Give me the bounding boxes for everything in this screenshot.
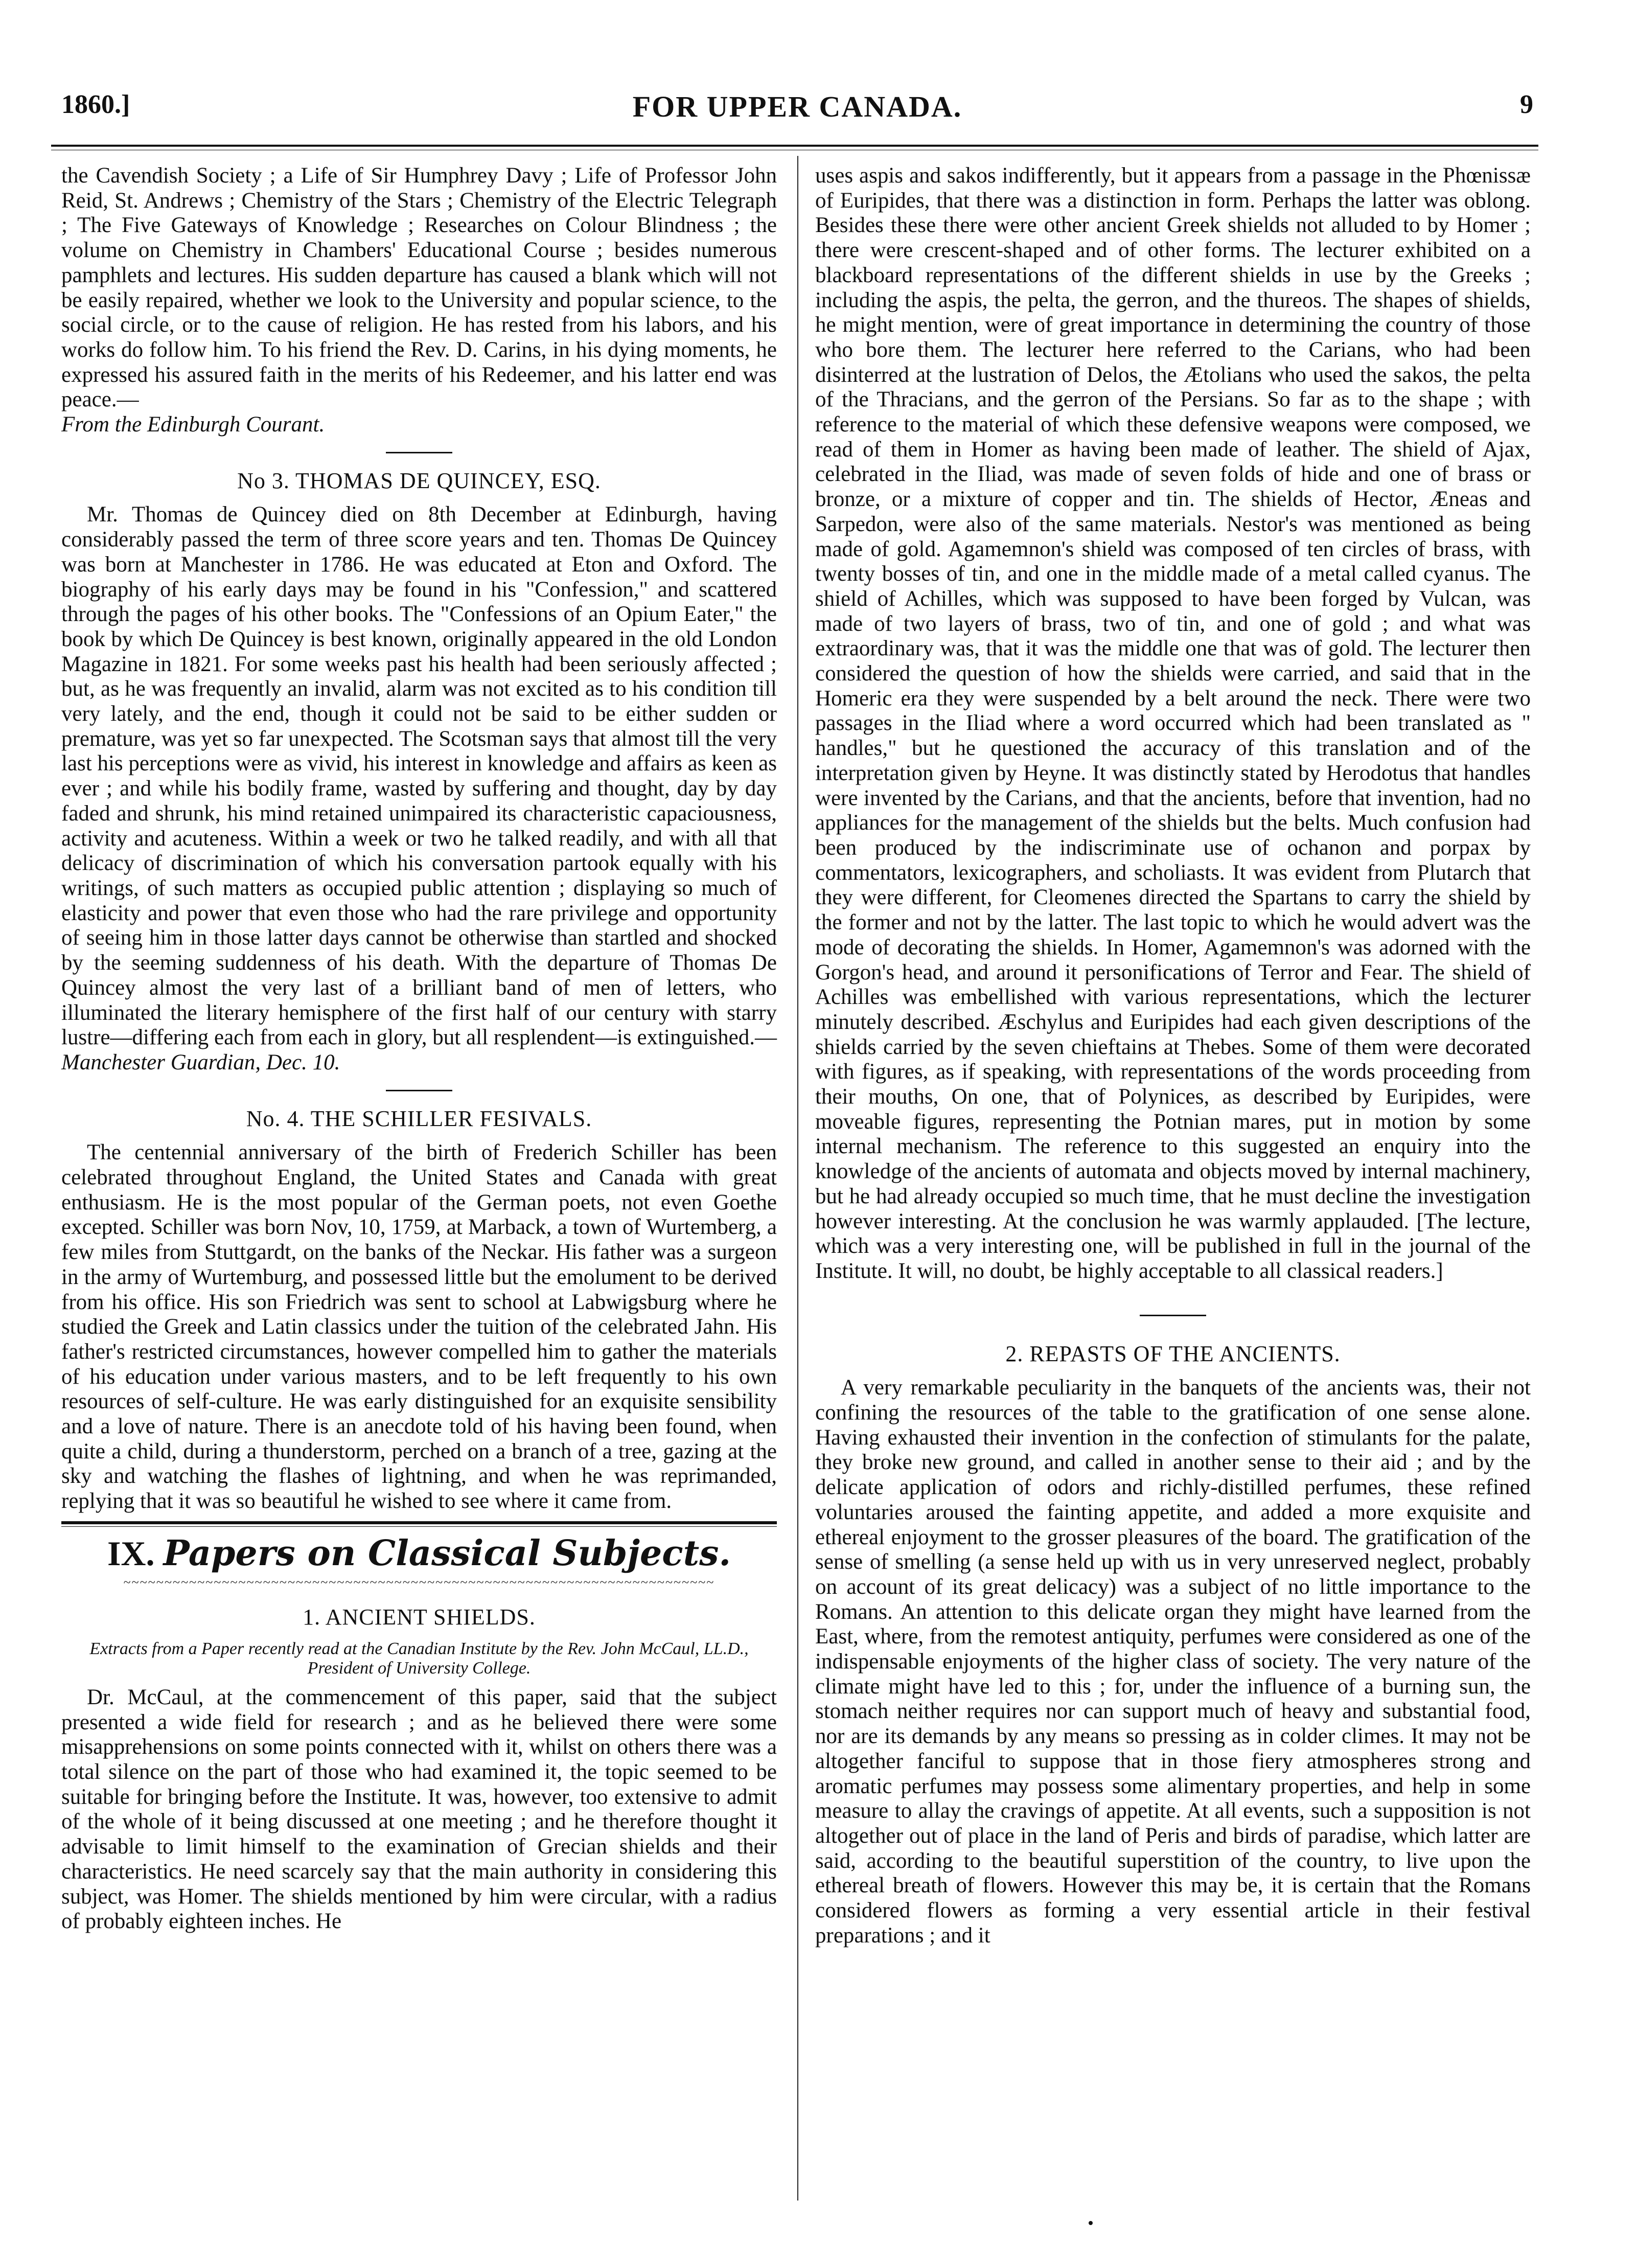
section-title-repasts: 2. REPASTS OF THE ANCIENTS.: [1005, 1341, 1341, 1366]
header-year: 1860.]: [61, 90, 130, 119]
intro-paragraph: [61, 164, 777, 438]
page-header: [61, 89, 1533, 135]
section-title-schiller: No. 4. THE SCHILLER FESIVALS.: [246, 1106, 592, 1131]
chapter-title: Papers on Classical Subjects.: [163, 1532, 731, 1574]
ornamental-wavy-rule: ~~~~~~~~~~~~~~~~~~~~~~~~~~~~~~~~~~~~~~~~~~~~~~~~~~~~~~~~~~~~~~~~~~~~~~~~: [123, 1574, 715, 1590]
section-separator: [386, 452, 452, 453]
header-page-number: 9: [1520, 90, 1533, 119]
chapter-rule-thick: [61, 1521, 777, 1524]
repasts-paragraph: A very remarkable peculiarity in the banquets of the ancients was, their not confining the resources of the table to the gratification of one sense alone. Having exhausted their invention in the confection of stimulants for the palate, they broke new ground, and called in another sense to their aid ; and by the delicate application of odors and richly-distilled perfumes, these refined voluntaries aroused the fainting appetite, and added a more exquisite and ethereal enjoyment to the grosser pleasures of the board. The gratification of the sense of smelling (a sense held up with us in very unreserved neglect, probably on account of its great delicacy) was a subject of no little importance to the Romans. An attention to this delicate organ they might have learned from the East, where, from the remotest antiquity, perfumes were considered as one of the indispensable enjoyments of the higher class of society. The very nature of the climate might have led to this ; for, under the influence of a burning sun, the stomach neither requires nor can support much of heavy and substantial food, nor are its demands by any means so pressing as in colder climes. It may not be altogether fanciful to suppose that in those fiery atmospheres strong and aromatic perfumes may possess some alimentary properties, and help in some measure to allay the cravings of appetite. At all events, such a supposition is not altogether out of place in the land of Peris and birds of paradise, which latter are said, according to the beautiful superstition of the country, to live upon the ethereal breath of flowers. However this may be, it is certain that the Romans considered flowers as forming a very essential article in their festival preparations ; and it: [815, 1376, 1531, 1948]
column-divider: [797, 156, 798, 2201]
left-column: [61, 164, 777, 1934]
section-title-de-quincey: No 3. THOMAS DE QUINCEY, ESQ.: [237, 468, 601, 493]
page-dot-mark: [1089, 2221, 1093, 2225]
right-column: [815, 164, 1531, 1949]
header-rule: [51, 145, 1538, 147]
chapter-number: IX.: [107, 1533, 155, 1573]
section-separator: [386, 1090, 452, 1091]
section-separator: [1140, 1315, 1206, 1316]
ancient-shields-continued: uses aspis and sakos indifferently, but it appears from a passage in the Phœnissæ of Euripides, that there was a distinction in form. Perhaps the latter was oblong. Besides these there were other ancient Greek shields not alluded to by Homer ; there were crescent-shaped and of other forms. The lecturer exhibited on a blackboard representations of the different shields in use by the Greeks ; including the aspis, the pelta, the gerron, and the thureos. The shapes of shields, he might mention, were of great importance in determining the country of those who bore them. The lecturer here referred to the Carians, who had been disinterred at the lustration of Delos, the Ætolians who used the sakos, the pelta of the Thracians, and the gerron of the Persians. So far as to the shape ; with reference to the material of which these defensive weapons were composed, we read of them in Homer as having been made of leather. The shield of Ajax, celebrated in the Iliad, was made of seven folds of hide and one of brass or bronze, or a mixture of copper and tin. The shields of Hector, Æneas and Sarpedon, were also of the same materials. Nestor's was mentioned as being made of gold. Agamemnon's shield was composed of ten circles of brass, with twenty bosses of tin, and one in the middle made of a metal called cyanus. The shield of Achilles, which was supposed to have been forged by Vulcan, was made of two layers of brass, two of tin, and one of gold ; and what was extraordinary was, that it was the middle one that was of gold. The lecturer then considered the question of how the shields were carried, and said that in the Homeric era they were suspended by a belt around the neck. There were two passages in the Iliad where a word occurred which had been translated as " handles," but he questioned the accuracy of this translation and of the interpretation given by Heyne. It was distinctly stated by Herodotus that handles were invented by the Carians, and that the ancients, before that invention, had no appliances for the management of the shields but the belts. Much confusion had been produced by the indiscriminate use of ochanon and porpax by commentators, lexicographers, and scholiasts. It was evident from Plutarch that they were different, for Cleomenes directed the Spartans to carry the shield by the former and not by the latter. The last topic to which he would advert was the mode of decorating the shields. In Homer, Agamemnon's was adorned with the Gorgon's head, and around it personifications of Terror and Fear. The shield of Achilles was embellished with various representations, which the lecturer minutely described. Æschylus and Euripides had each given descriptions of the shields carried by the seven chieftains at Thebes. Some of them were decorated with figures, as if speaking, with representations of the words proceeding from their mouths, On one, that of Polynices, as described by Euripides, were moveable figures, representing the Potnian mares, put in motion by some internal mechanism. The reference to this suggested an enquiry into the knowledge of the ancients of automata and objects moved by internal machinery, but he had already occupied so much time, that he must decline the investigation however interesting. At the conclusion he was warmly applauded. [The lecture, which was a very interesting one, will be published in full in the journal of the Institute. It will, no doubt, be highly acceptable to all classical readers.]: [815, 164, 1531, 1283]
intro-text: the Cavendish Society ; a Life of Sir Humphrey Davy ; Life of Professor John Reid, St. Andrews ; Chemistry of the Stars ; Chemistry of the Electric Telegraph ; The Five Gateways of Knowledge ; Researches on Colour Blindness ; the volume on Chemistry in Chambers' Educational Course ; besides numerous pamphlets and lectures. His sudden departure has caused a blank which will not be easily repaired, whether we look to the University and popular science, to the social circle, or to the cause of religion. He has rested from his labors, and his works do follow him. To his friend the Rev. D. Carins, in his dying moments, he expressed his assured faith in the merits of his Redeemer, and his latter end was peace.—: [61, 164, 777, 412]
ancient-shields-paragraph: Dr. McCaul, at the commencement of this paper, said that the subject presented a wide field for research ; and as he believed there were some misapprehensions on some points connected with it, whilst on others there was a total silence on the part of those who had examined it, the topic seemed to be suitable for bringing before the Institute. It was, however, too extensive to admit of the whole of it being discussed at one meeting ; and he therefore thought it advisable to limit himself to the examination of Grecian shields and their characteristics. He need scarcely say that the main authority in considering this subject, was Homer. The shields mentioned by him were circular, with a radius of probably eighteen inches. He: [61, 1685, 777, 1934]
section-title-ancient-shields: 1. ANCIENT SHIELDS.: [303, 1605, 536, 1630]
de-quincey-text: Mr. Thomas de Quincey died on 8th December at Edinburgh, having considerably passed the term of three score years and ten. Thomas De Quincey was born at Manchester in 1786. He was educated at Eton and Oxford. The biography of his early days may be found in his "Confession," and scattered through the pages of his other books. The "Confessions of an Opium Eater," the book by which De Quincey is best known, originally appeared in the old London Magazine in 1821. For some weeks past his health had been seriously affected ; but, as he was frequently an invalid, alarm was not excited as to his condition till very lately, and the end, though it could not be said to be either sudden or premature, was yet so far unexpected. The Scotsman says that almost till the very last his perceptions were as vivid, his interest in knowledge and affairs as keen as ever ; and while his bodily frame, wasted by suffering and thought, day by day faded and shrunk, his mind retained unimpaired its characteristic capaciousness, activity and acuteness. Within a week or two he talked readily, and with all that delicacy of discrimination of which his conversation partook equally with his writings, of such matters as occupied public attention ; displaying so much of elasticity and power that even those who had the rare privilege and opportunity of seeing him in those latter days cannot be otherwise than startled and shocked by the seeming suddenness of his death. With the departure of Thomas De Quincey almost the very last of a brilliant band of men of letters, who illuminated the literary hemisphere of the first half of our century with starry lustre—differing each from each in glory, but all resplendent—is extinguished.—: [61, 502, 777, 1050]
de-quincey-citation: Manchester Guardian, Dec. 10.: [61, 1050, 340, 1074]
de-quincey-paragraph: [61, 502, 777, 1075]
chapter-heading: [61, 1532, 777, 1574]
schiller-paragraph: The centennial anniversary of the birth of Frederich Schiller has been celebrated throughout England, the United States and Canada with great enthusiasm. He is the most popular of the German poets, not even Goethe excepted. Schiller was born Nov, 10, 1759, at Marback, a town of Wurtemberg, a few miles from Stuttgardt, on the banks of the Neckar. His father was a surgeon in the army of Wurtemburg, and possessed little but the emolument to be derived from his office. His son Friedrich was sent to school at Labwigsburg where he studied the Greek and Latin classics under the tuition of the celebrated Jahn. His father's restricted circumstances, however compelled him to gather the materials of his education under various masters, and to be left frequently to his own resources of self-culture. He was early distinguished for an exquisite sensibility and a love of nature. There is an anecdote told of his having been found, when quite a child, during a thunderstorm, perched on a branch of a tree, gazing at the sky and watching the flashes of lightning, and when he was reprimanded, replying that it was so beautiful he wished to see where it came from.: [61, 1140, 777, 1514]
ancient-shields-subtitle: Extracts from a Paper recently read at the Canadian Institute by the Rev. John McCaul, LL.D., President of University College.: [89, 1639, 749, 1678]
header-title: FOR UPPER CANADA.: [632, 90, 962, 123]
intro-citation: From the Edinburgh Courant.: [61, 413, 325, 437]
chapter-rule-thin: [61, 1526, 777, 1527]
